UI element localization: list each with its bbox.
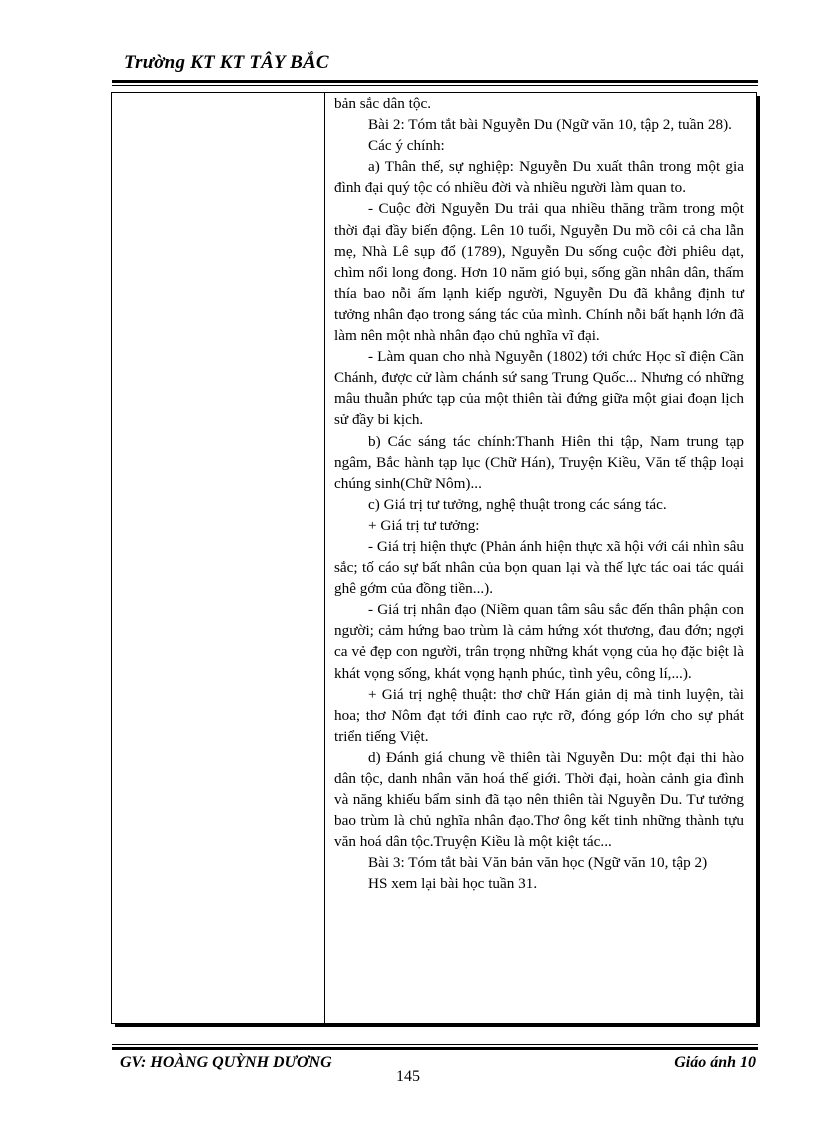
header-divider-thin xyxy=(112,85,758,86)
content-table xyxy=(111,92,757,1024)
content-paragraph: b) Các sáng tác chính:Thanh Hiên thi tập, Nam trung tạp ngâm, Bắc hành tạp lục (Chữ Hán), Truyện Kiều, Văn tế thập loại chúng sinh(Chữ Nôm)... xyxy=(334,432,744,492)
content-paragraph: + Giá trị nghệ thuật: thơ chữ Hán giản dị mà tinh luyện, tài hoa; thơ Nôm đạt tới đỉnh cao rực rỡ, đóng góp lớn cho sự phát triển tiếng Việt. xyxy=(334,685,744,745)
content-paragraph: - Làm quan cho nhà Nguyễn (1802) tới chức Học sĩ điện Cần Chánh, được cử làm chánh sứ sang Trung Quốc... Nhưng có những mâu thuẫn phức tạp của một thiên tài đứng giữa một giai đoạn lịch sử đầy bi kịch. xyxy=(334,348,744,429)
content-paragraph: Các ý chính: xyxy=(368,137,445,155)
content-paragraph: - Giá trị nhân đạo (Niềm quan tâm sâu sắc đến thân phận con người; cảm hứng bao trùm là cảm hứng xót thương, đau đớn; ngợi ca vẻ đẹp con người, trân trọng những khát vọng của họ đặc biệt là khát vọng sống, khát vọng hạnh phúc, tình yêu, công lí,...). xyxy=(334,601,744,682)
content-paragraph: Bài 2: Tóm tắt bài Nguyễn Du (Ngữ văn 10, tập 2, tuần 28). xyxy=(368,116,732,134)
content-paragraph: d) Đánh giá chung về thiên tài Nguyễn Du: một đại thi hào dân tộc, danh nhân văn hoá thế giới. Thời đại, hoàn cảnh gia đình và năng khiếu bẩm sinh đã tạo nên thiên tài Nguyễn Du. Tư tưởng bao trùm là chủ nghĩa nhân đạo.Thơ ông kết tinh những thành tựu văn hoá dân tộc.Truyện Kiều là một kiệt tác... xyxy=(334,748,744,851)
page-number: 145 xyxy=(396,1068,420,1085)
table-shadow-right xyxy=(757,96,760,1027)
content-paragraph: a) Thân thế, sự nghiệp: Nguyễn Du xuất thân trong một gia đình đại quý tộc có nhiều đời và nhiều người làm quan to. xyxy=(334,158,744,197)
footer-divider xyxy=(112,1047,758,1050)
footer-author: GV: HOÀNG QUỲNH DƯƠNG xyxy=(120,1054,332,1071)
content-paragraph: HS xem lại bài học tuần 31. xyxy=(368,875,538,893)
content-paragraph: + Giá trị tư tưởng: xyxy=(368,516,480,534)
footer-divider-thin xyxy=(112,1044,758,1045)
table-shadow-bottom xyxy=(115,1024,760,1027)
header-divider xyxy=(112,80,758,83)
footer-book-title: Giáo ánh 10 xyxy=(674,1054,756,1071)
content-paragraph: - Giá trị hiện thực (Phản ánh hiện thực xã hội với cái nhìn sâu sắc; tố cáo sự bất nhân của bọn quan lại và thế lực tác oai tác quái ghê gớm của đồng tiền...). xyxy=(334,537,744,598)
left-column-cell xyxy=(112,93,324,1023)
content-paragraph: Bài 3: Tóm tắt bài Văn bản văn học (Ngữ văn 10, tập 2) xyxy=(368,854,708,872)
lesson-content-cell xyxy=(334,93,744,895)
column-divider xyxy=(324,93,325,1023)
content-paragraph: c) Giá trị tư tưởng, nghệ thuật trong các sáng tác. xyxy=(368,495,667,513)
content-paragraph: - Cuộc đời Nguyễn Du trải qua nhiều thăng trầm trong một thời đại đầy biến động. Lên 10 tuổi, Nguyễn Du mồ côi cả cha lẫn mẹ, Nhà Lê sụp đổ (1789), Nguyễn Du sống cuộc đời phiêu dạt, chìm nổi long đong. Hơn 10 năm gió bụi, sống gần nhân dân, thấm thía bao nỗi ấm lạnh kiếp người, Nguyễn Du đã khẳng định tư tưởng nhân đạo trong sáng tác của mình. Chính nỗi bất hạnh lớn đã làm nên một nhà nhân đạo chủ nghĩa vĩ đại. xyxy=(334,200,744,345)
content-paragraph: bản sắc dân tộc. xyxy=(334,95,431,112)
header-title: Trường KT KT TÂY BẮC xyxy=(124,52,329,73)
